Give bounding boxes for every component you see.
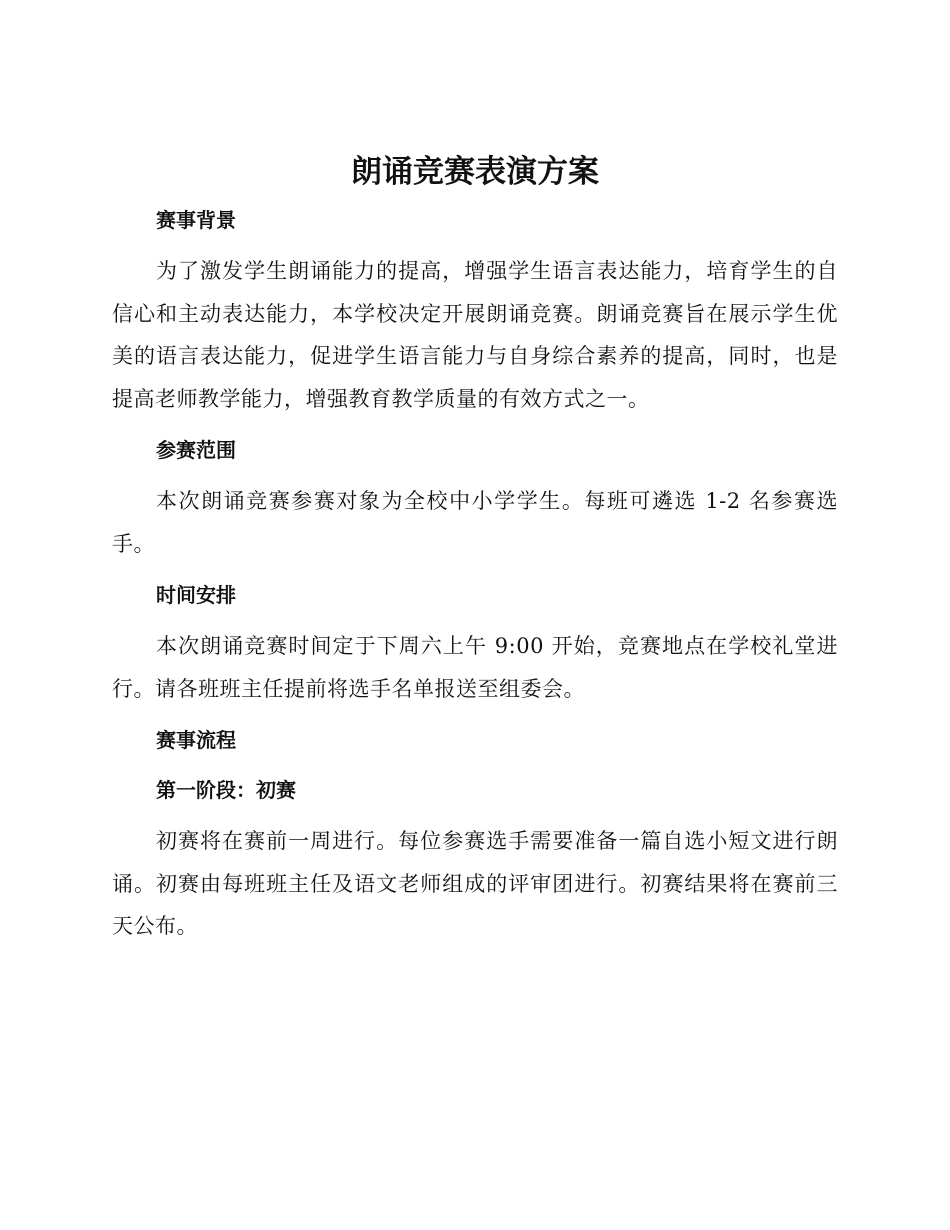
document-body	[112, 200, 838, 958]
section-heading-scope: 参赛范围	[156, 438, 236, 462]
section-heading-background: 赛事背景	[156, 208, 236, 232]
section-heading-process: 赛事流程	[156, 728, 236, 752]
section-paragraph-schedule: 本次朗诵竞赛时间定于下周六上午 9:00 开始，竞赛地点在学校礼堂进行。请各班班主任提前将选手名单报送至组委会。	[112, 634, 838, 701]
section-heading-schedule: 时间安排	[156, 583, 236, 607]
section-paragraph-background: 为了激发学生朗诵能力的提高，增强学生语言表达能力，培育学生的自信心和主动表达能力，本学校决定开展朗诵竞赛。朗诵竞赛旨在展示学生优美的语言表达能力，促进学生语言能力与自身综合素养的提高，同时，也是提高老师教学能力，增强教育教学质量的有效方式之一。	[112, 259, 838, 411]
section-paragraph-scope: 本次朗诵竞赛参赛对象为全校中小学学生。每班可遴选 1-2 名参赛选手。	[112, 489, 838, 556]
document-title: 朗诵竞赛表演方案	[351, 154, 599, 190]
section-paragraph-preliminary: 初赛将在赛前一周进行。每位参赛选手需要准备一篇自选小短文进行朗诵。初赛由每班班主任及语文老师组成的评审团进行。初赛结果将在赛前三天公布。	[112, 829, 838, 938]
section-heading-preliminary: 第一阶段：初赛	[156, 778, 296, 802]
